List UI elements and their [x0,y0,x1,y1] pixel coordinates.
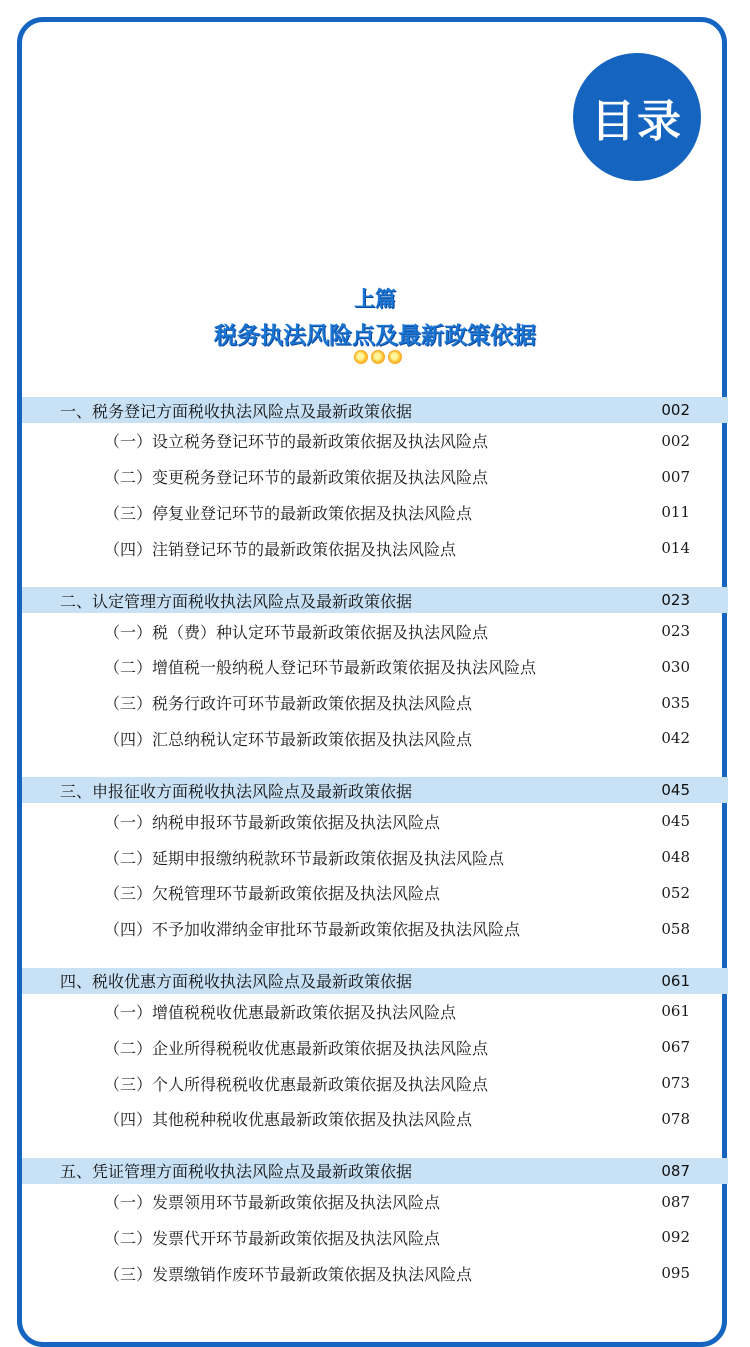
table-of-contents [22,397,728,1312]
entry-title: （三）停复业登记环节的最新政策依据及执法风险点 [104,503,473,523]
entry-title: （二）延期申报缴纳税款环节最新政策依据及执法风险点 [104,848,505,868]
entry-page-number: 002 [661,431,690,450]
toc-entry[interactable] [22,875,728,911]
entry-page-number: 073 [661,1074,690,1093]
toc-section [22,587,728,756]
toc-entry[interactable] [22,649,728,685]
entry-page-number: 030 [661,657,690,676]
decorative-dots [354,350,404,364]
toc-badge [573,53,701,181]
toc-entry[interactable] [22,1065,728,1101]
entry-title: （一）增值税税收优惠最新政策依据及执法风险点 [104,1002,457,1022]
entry-title: （二）增值税一般纳税人登记环节最新政策依据及执法风险点 [104,658,537,678]
toc-badge-label: 目录 [591,96,683,147]
toc-entry[interactable] [22,530,728,566]
toc-entry[interactable] [22,1255,728,1291]
toc-section-heading[interactable] [22,587,728,613]
entry-page-number: 014 [661,539,690,558]
toc-section-heading[interactable] [22,777,728,803]
section-page-number: 087 [661,1161,690,1180]
toc-section-heading[interactable] [22,968,728,994]
entry-page-number: 061 [661,1002,690,1021]
entry-page-number: 045 [661,812,690,831]
toc-entry[interactable] [22,1184,728,1220]
toc-entry[interactable] [22,1220,728,1256]
toc-entry[interactable] [22,423,728,459]
entry-title: （二）变更税务登记环节的最新政策依据及执法风险点 [104,468,489,488]
section-title: 一、税务登记方面税收执法风险点及最新政策依据 [60,401,413,421]
part-subtitle: 税务执法风险点及最新政策依据 [214,323,536,349]
toc-section [22,777,728,946]
entry-page-number: 095 [661,1264,690,1283]
entry-page-number: 023 [661,622,690,641]
toc-entry[interactable] [22,495,728,531]
entry-page-number: 042 [661,729,690,748]
entry-title: （四）其他税种税收优惠最新政策依据及执法风险点 [104,1110,473,1130]
entry-title: （一）发票领用环节最新政策依据及执法风险点 [104,1193,441,1213]
toc-entry[interactable] [22,721,728,757]
section-page-number: 045 [661,781,690,800]
entry-title: （四）汇总纳税认定环节最新政策依据及执法风险点 [104,729,473,749]
toc-section [22,968,728,1137]
toc-section-heading[interactable] [22,1158,728,1184]
entry-title: （二）企业所得税税收优惠最新政策依据及执法风险点 [104,1038,489,1058]
section-title: 二、认定管理方面税收执法风险点及最新政策依据 [60,591,413,611]
entry-page-number: 058 [661,919,690,938]
part-title: 上篇 [354,287,396,311]
entry-title: （三）发票缴销作废环节最新政策依据及执法风险点 [104,1264,473,1284]
section-title: 三、申报征收方面税收执法风险点及最新政策依据 [60,781,413,801]
dot-icon [388,350,402,364]
entry-title: （三）个人所得税税收优惠最新政策依据及执法风险点 [104,1074,489,1094]
dot-icon [354,350,368,364]
entry-title: （一）设立税务登记环节的最新政策依据及执法风险点 [104,432,489,452]
toc-entry[interactable] [22,839,728,875]
toc-entry[interactable] [22,994,728,1030]
toc-entry[interactable] [22,685,728,721]
entry-page-number: 035 [661,693,690,712]
entry-title: （一）税（费）种认定环节最新政策依据及执法风险点 [104,622,489,642]
entry-title: （三）欠税管理环节最新政策依据及执法风险点 [104,884,441,904]
entry-page-number: 092 [661,1228,690,1247]
entry-title: （四）注销登记环节的最新政策依据及执法风险点 [104,539,457,559]
section-page-number: 002 [661,401,690,419]
toc-entry[interactable] [22,613,728,649]
entry-title: （四）不予加收滞纳金审批环节最新政策依据及执法风险点 [104,920,521,940]
entry-title: （二）发票代开环节最新政策依据及执法风险点 [104,1228,441,1248]
section-page-number: 061 [661,971,690,990]
entry-page-number: 078 [661,1109,690,1128]
toc-entry[interactable] [22,1029,728,1065]
entry-title: （一）纳税申报环节最新政策依据及执法风险点 [104,812,441,832]
section-title: 四、税收优惠方面税收执法风险点及最新政策依据 [60,972,413,992]
section-title: 五、凭证管理方面税收执法风险点及最新政策依据 [60,1162,413,1182]
entry-page-number: 048 [661,848,690,867]
entry-page-number: 052 [661,883,690,902]
entry-page-number: 007 [661,467,690,486]
toc-entry[interactable] [22,911,728,947]
toc-section-heading[interactable] [22,397,728,423]
entry-page-number: 011 [661,503,690,522]
toc-entry[interactable] [22,1101,728,1137]
toc-entry[interactable] [22,459,728,495]
entry-page-number: 067 [661,1038,690,1057]
toc-section [22,397,728,566]
entry-title: （三）税务行政许可环节最新政策依据及执法风险点 [104,694,473,714]
dot-icon [371,350,385,364]
entry-page-number: 087 [661,1192,690,1211]
section-page-number: 023 [661,591,690,610]
toc-section [22,1158,728,1291]
toc-entry[interactable] [22,803,728,839]
